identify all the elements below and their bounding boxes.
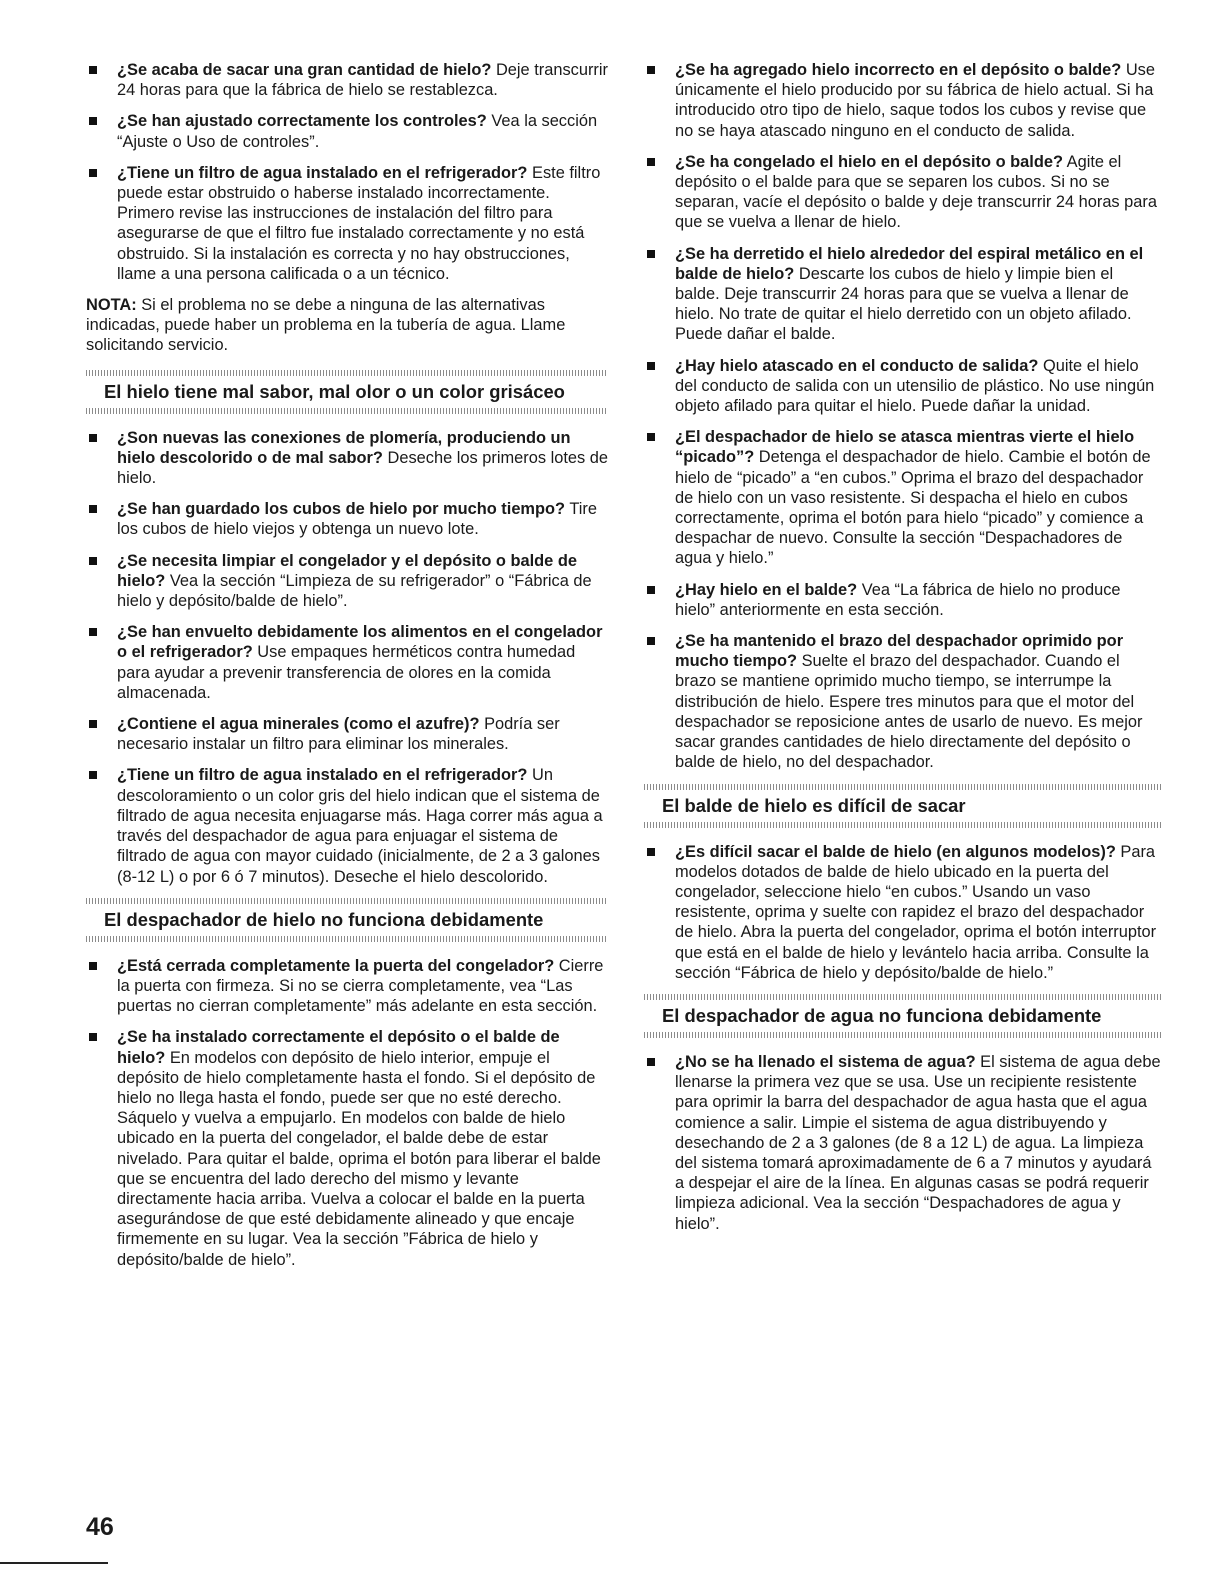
square-bullet-icon — [647, 586, 655, 594]
section-heading: El despachador de agua no funciona debidamente — [662, 1004, 1102, 1026]
section-header — [86, 370, 608, 414]
item-question: ¿Se ha instalado correctamente el depósito o el balde de hielo? — [117, 1028, 560, 1067]
section-header — [86, 898, 608, 942]
item-question: ¿Tiene un filtro de agua instalado en el refrigerador? — [117, 163, 528, 182]
section-heading: El hielo tiene mal sabor, mal olor o un color grisáceo — [104, 380, 565, 402]
item-question: ¿Es difícil sacar el balde de hielo (en algunos modelos)? — [675, 842, 1116, 861]
list-item — [644, 356, 1161, 417]
list-item — [644, 427, 1161, 568]
square-bullet-icon — [647, 1058, 655, 1066]
section-rule-bottom — [86, 936, 608, 942]
list-item — [644, 60, 1161, 141]
item-question: ¿Tiene un filtro de agua instalado en el refrigerador? — [117, 766, 528, 785]
list-item — [86, 551, 608, 612]
square-bullet-icon — [647, 433, 655, 441]
item-question: ¿Hay hielo en el balde? — [675, 580, 858, 599]
list-item — [644, 631, 1161, 772]
item-answer: Un descoloramiento o un color gris del hielo indican que el sistema de filtrado de agua necesita enjuagarse más. Haga correr más agua a través del despachador de agua para enjuagar el sistema de filtrado de agua con mayor cuidado (inicialmente, de 2 a 3 galones (8-12 L) o por 6 ó 7 minutos). Deseche el hielo descolorido. — [117, 766, 603, 886]
note-text: Si el problema no se debe a ninguna de las alternativas indicadas, puede haber un problema en la tubería de agua. Llame solicitando servicio. — [86, 296, 566, 355]
square-bullet-icon — [647, 250, 655, 258]
item-answer: Use únicamente el hielo producido por su fábrica de hielo actual. Si ha introducido otro tipo de hielo, saque todos los cubos y revise que no se haya atascado ninguno en el conducto de salida. — [675, 61, 1155, 140]
note-paragraph — [86, 295, 608, 356]
item-question: ¿Se han ajustado correctamente los controles? — [117, 112, 487, 131]
square-bullet-icon — [89, 117, 97, 125]
item-answer: Para modelos dotados de balde de hielo ubicado en la puerta del congelador, seleccione hielo “en cubos.” Usando un vaso resistente, oprima y suelte con rapidez el brazo del despachador de hielo. Abra la puerta del congelador, oprima el botón interruptor que está en el balde de hielo y levántelo hacia arriba. Consulte la sección “Fábrica de hielo y depósito/balde de hielo.” — [675, 842, 1157, 982]
item-answer: Agite el depósito o el balde para que se separen los cubos. Si no se separan, vacíe el depósito o balde y deje transcurrir 24 horas para que se vuelva a llenar de hielo. — [675, 152, 1157, 232]
item-answer: Cierre la puerta con firmeza. Si no se cierra completamente, vea “Las puertas no cierran completamente” más adelante en esta sección. — [117, 956, 604, 1016]
list-item — [644, 580, 1161, 620]
item-answer: En modelos con depósito de hielo interior, empuje el depósito de hielo completamente hasta el fondo. Si el depósito de hielo no llega hasta el fondo, puede ser que no esté derecho. Sáquelo y vuelva a empujarlo. En modelos con balde de hielo ubicado en la puerta del congelador, el balde debe de estar nivelado. Para quitar el balde, oprima el botón para liberar el balde que se encuentra del lado derecho del mismo y levante directamente hacia arriba. Vuelva a colocar el balde en la puerta asegurándose de que esté debidamente alineado y que encaje firmemente en su lugar. Vea la sección ”Fábrica de hielo y depósito/balde de hielo”. — [117, 1048, 601, 1269]
item-answer: Deseche los primeros lotes de hielo. — [117, 448, 608, 488]
square-bullet-icon — [89, 505, 97, 513]
item-question: ¿Contiene el agua minerales (como el azufre)? — [117, 715, 480, 734]
square-bullet-icon — [89, 962, 97, 970]
square-bullet-icon — [89, 720, 97, 728]
square-bullet-icon — [89, 628, 97, 636]
left-column — [86, 60, 608, 1281]
square-bullet-icon — [89, 1033, 97, 1041]
square-bullet-icon — [89, 771, 97, 779]
item-question: ¿No se ha llenado el sistema de agua? — [675, 1052, 976, 1071]
item-question: ¿Se ha mantenido el brazo del despachador oprimido por mucho tiempo? — [675, 632, 1124, 671]
section-header — [644, 994, 1161, 1038]
item-question: ¿Se ha agregado hielo incorrecto en el depósito o balde? — [675, 61, 1122, 79]
item-answer: Vea la sección “Ajuste o Uso de controles”. — [117, 112, 598, 151]
section-rule-bottom — [86, 408, 608, 414]
item-question: ¿Se han guardado los cubos de hielo por mucho tiempo? — [117, 500, 566, 519]
square-bullet-icon — [89, 169, 97, 177]
item-question: ¿Se ha congelado el hielo en el depósito o balde? — [675, 152, 1063, 171]
footer-rule — [0, 1562, 108, 1564]
square-bullet-icon — [647, 66, 655, 74]
list-item — [86, 428, 608, 489]
right-column — [644, 60, 1161, 1245]
item-question: ¿Hay hielo atascado en el conducto de salida? — [675, 356, 1039, 375]
item-question: ¿Se acaba de sacar una gran cantidad de hielo? — [117, 61, 492, 79]
list-item — [86, 956, 608, 1017]
item-question: ¿El despachador de hielo se atasca mientras vierte el hielo “picado”? — [675, 428, 1135, 467]
item-answer: Vea la sección “Limpieza de su refrigerador” o “Fábrica de hielo y depósito/balde de hielo”. — [117, 571, 592, 611]
item-answer: El sistema de agua debe llenarse la primera vez que se usa. Use un recipiente resistente para oprimir la barra del despachador de agua hasta que el agua comience a salir. Limpie el sistema de agua distribuyendo y desechando de 2 a 3 galones (de 8 a 12 L) de agua. La limpieza del sistema tomará aproximadamente de 6 a 7 minutos y ayudará a despejar el aire de la línea. En algunas casas se podrá requerir limpieza adicional. Vea la sección “Despachadores de agua y hielo”. — [675, 1052, 1161, 1233]
list-item — [86, 714, 608, 754]
item-answer: Suelte el brazo del despachador. Cuando el brazo se mantiene oprimido mucho tiempo, se interrumpe la distribución de hielo. Espere tres minutos para que el motor del despachador se reposicione antes de usarlo de nuevo. Es mejor sacar grandes cantidades de hielo directamente del depósito o balde de hielo, no del despachador. — [675, 652, 1143, 772]
list-item — [644, 152, 1161, 233]
square-bullet-icon — [647, 362, 655, 370]
square-bullet-icon — [89, 66, 97, 74]
list-item — [644, 244, 1161, 345]
item-question: ¿Se ha derretido el hielo alrededor del espiral metálico en el balde de hielo? — [675, 244, 1144, 283]
square-bullet-icon — [647, 848, 655, 856]
list-item — [86, 765, 608, 886]
item-answer: Detenga el despachador de hielo. Cambie el botón de hielo de “picado” a “en cubos.” Oprima el brazo del despachador de hielo con un vaso resistente. Si despacha el hielo en cubos correctamente, oprima el botón para hielo “picado” y comience a despachar de nuevo. Consulte la sección “Despachadores de agua y hielo.” — [675, 448, 1151, 568]
item-answer: Podría ser necesario instalar un filtro para eliminar los minerales. — [117, 715, 560, 754]
item-answer: Quite el hielo del conducto de salida con un utensilio de plástico. No use ningún objeto afilado para quitar el hielo. Puede dañar la unidad. — [675, 356, 1155, 416]
section-rule-bottom — [644, 822, 1161, 828]
item-answer: Use empaques herméticos contra humedad para ayudar a prevenir transferencia de olores en la comida almacenada. — [117, 643, 576, 702]
item-answer: Tire los cubos de hielo viejos y obtenga un nuevo lote. — [117, 500, 597, 539]
section-header — [644, 784, 1161, 828]
list-item — [644, 842, 1161, 983]
page-number: 46 — [86, 1513, 114, 1541]
list-item — [644, 1052, 1161, 1234]
section-heading: El balde de hielo es difícil de sacar — [662, 794, 966, 816]
item-question: ¿Se han envuelto debidamente los alimentos en el congelador o el refrigerador? — [117, 623, 603, 662]
list-item — [86, 60, 608, 100]
list-item — [86, 622, 608, 703]
square-bullet-icon — [647, 158, 655, 166]
item-answer: Este filtro puede estar obstruido o haberse instalado incorrectamente. Primero revise las instrucciones de instalación del filtro para asegurarse de que el filtro fue instalado correctamente y no está obstruido. Si la instalación es correcta y no hay obstrucciones, llame a una persona calificada o a un técnico. — [117, 163, 601, 283]
list-item — [86, 163, 608, 284]
note-label: NOTA: — [86, 296, 137, 315]
item-answer: Deje transcurrir 24 horas para que la fábrica de hielo se restablezca. — [117, 61, 608, 100]
list-item — [86, 1027, 608, 1269]
item-question: ¿Se necesita limpiar el congelador y el depósito o balde de hielo? — [117, 551, 577, 590]
square-bullet-icon — [89, 557, 97, 565]
square-bullet-icon — [89, 434, 97, 442]
item-question: ¿Son nuevas las conexiones de plomería, produciendo un hielo descolorido o de mal sabor? — [117, 428, 571, 467]
item-answer: Vea “La fábrica de hielo no produce hielo” anteriormente en esta sección. — [675, 580, 1121, 619]
list-item — [86, 499, 608, 539]
list-item — [86, 111, 608, 151]
item-question: ¿Está cerrada completamente la puerta del congelador? — [117, 956, 555, 975]
section-rule-bottom — [644, 1032, 1161, 1038]
item-answer: Descarte los cubos de hielo y limpie bien el balde. Deje transcurrir 24 horas para que se vuelva a llenar de hielo. No trate de quitar el hielo derretido con un objeto afilado. Puede dañar el balde. — [675, 264, 1132, 344]
square-bullet-icon — [647, 637, 655, 645]
section-heading: El despachador de hielo no funciona debidamente — [104, 908, 544, 930]
